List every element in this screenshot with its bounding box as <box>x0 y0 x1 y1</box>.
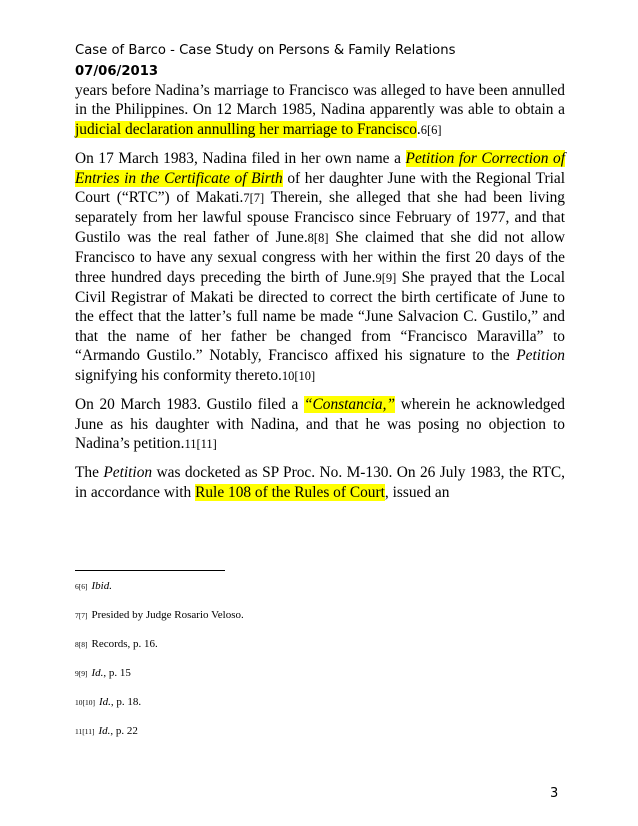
paragraph-text: years before Nadina’s marriage to Francisco was alleged to have been annulled in the Philippines. On 12 March 1985, Nadina apparently was able to obtain a <box>75 82 565 119</box>
footnote-reference[interactable]: 7[7] <box>243 191 265 206</box>
footnote-text: Id. <box>98 725 111 737</box>
footnote-mark[interactable]: 10[10] <box>75 698 95 707</box>
footnote-text: Id. <box>91 667 104 679</box>
footnote-text-cont: , p. 22 <box>110 725 138 737</box>
footnote <box>75 608 565 637</box>
highlighted-text: judicial declaration annulling her marriage to Francisco <box>75 120 417 138</box>
paragraph-text: The <box>75 464 104 482</box>
footnote-reference[interactable]: 6[6] <box>420 122 442 137</box>
paragraph-text: was docketed as SP Proc. No. M-130. On 26 July 1983, the RTC, in accordance with <box>75 464 565 501</box>
footnote-text: Id. <box>99 696 111 708</box>
footnote-text-cont: , p. 15 <box>103 667 131 679</box>
footnote-reference[interactable]: 9[9] <box>375 270 397 285</box>
footnote-mark[interactable]: 6[6] <box>75 582 88 591</box>
italic-text: Petition <box>103 464 153 482</box>
paragraph-text: On 17 March 1983, Nadina filed in her own name a <box>75 150 406 168</box>
footnote-text: Records, p. 16. <box>91 638 158 650</box>
footnote <box>75 724 565 753</box>
paragraph-1 <box>75 81 565 140</box>
footnote-text-cont: , p. 18. <box>110 696 142 708</box>
paragraph-text: , issued an <box>384 483 450 501</box>
footnote-text: Presided by Judge Rosario Veloso. <box>91 609 244 621</box>
paragraph-text: She claimed that she did not allow Francisco to have any sexual congress with her within the first 20 days of the three hundred days preceding the birth of June. <box>75 228 565 286</box>
footnote-mark[interactable]: 8[8] <box>75 640 88 649</box>
footnotes <box>75 579 565 753</box>
footnote-mark[interactable]: 7[7] <box>75 611 88 620</box>
page-number: 3 <box>550 786 559 801</box>
footnote <box>75 666 565 695</box>
footnote-mark[interactable]: 9[9] <box>75 669 88 678</box>
highlighted-text: “Constancia,” <box>303 396 396 414</box>
paragraph-text: She prayed that the Local Civil Registrar of Makati be directed to correct the birth certificate of June to the effect that the latter’s full name be made “June Salvacion C. Gustilo,” and that the name of her father be changed from “Francisco Maravilla” to “Armando Gustilo.” Notably, Francisco affixed his signature to the <box>75 268 565 365</box>
highlighted-text: Petition for Correction of Entries in the Certificate of Birth <box>75 150 565 187</box>
paragraph-text: . <box>416 120 421 138</box>
paragraph-text: Therein, she alleged that she had been living separately from her lawful spouse Francisco since February of 1977, and that Gustilo was the real father of June. <box>75 189 565 246</box>
paragraph-text: of her daughter June with the Regional Trial Court (“RTC”) of Makati. <box>75 169 565 207</box>
paragraph-text: On 20 March 1983. Gustilo filed a <box>75 396 304 414</box>
footnote-reference[interactable]: 8[8] <box>307 230 329 245</box>
footnote-reference[interactable]: 10[10] <box>281 368 316 383</box>
footnote <box>75 637 565 666</box>
footnote-separator <box>75 570 225 571</box>
paragraph-text: signifying his conformity thereto. <box>75 366 282 384</box>
footnote <box>75 695 565 724</box>
paragraph-text: wherein he acknowledged June as his daughter with Nadina, and that he was posing no objection to Nadina’s petition. <box>75 396 565 452</box>
paragraph-3 <box>75 395 565 454</box>
footnote-reference[interactable]: 11[11] <box>184 436 217 451</box>
highlighted-text: Rule 108 of the Rules of Court <box>195 483 385 501</box>
paragraph-2 <box>75 149 565 386</box>
header-title: Case of Barco - Case Study on Persons & Family Relations <box>75 43 456 58</box>
header-date: 07/06/2013 <box>75 64 159 79</box>
footnote-text: Ibid. <box>91 580 112 592</box>
italic-text: Petition <box>516 347 565 365</box>
paragraph-4 <box>75 463 565 502</box>
footnote-mark[interactable]: 11[11] <box>75 727 95 736</box>
footnote <box>75 579 565 608</box>
page-header <box>75 40 575 82</box>
document-body <box>75 81 565 511</box>
